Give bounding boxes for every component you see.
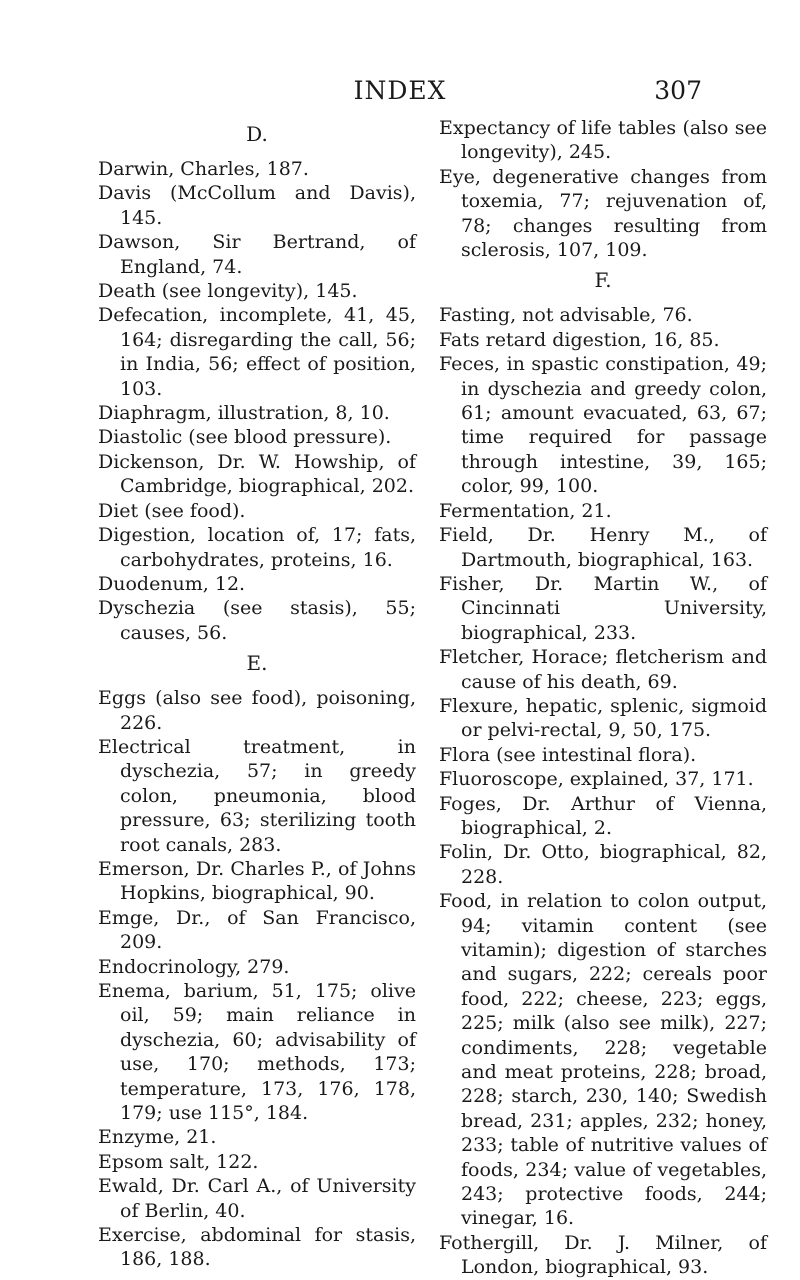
index-entry: Enema, barium, 51, 175; olive oil, 59; main reliance in dyschezia, 60; advisability of use, 170; methods, 173; temperature, 173, 176, 178, 179; use 115°, 184. [98,980,416,1125]
index-entry: Food, in relation to colon output, 94; vitamin content (see vitamin); digestion of starches and sugars, 222; cereals poor food, 222; cheese, 223; eggs, 225; milk (also see milk), 227; condiments, 228; vegetable and meat proteins, 228; broad, 228; starch, 230, 140; Swedish bread, 231; apples, 232; honey, 233; table of nutritive values of foods, 234; value of vegetables, 243; protective foods, 244; vinegar, 16. [439,890,767,1230]
index-entry: Flexure, hepatic, splenic, sigmoid or pelvi-rectal, 9, 50, 175. [439,694,767,742]
index-entry: Emge, Dr., of San Francisco, 209. [98,906,416,954]
page-number: 307 [654,76,702,105]
index-entry: Diet (see food). [98,499,246,522]
index-entry: Ewald, Dr. Carl A., of University of Berlin, 40. [98,1175,416,1222]
index-entry: Fermentation, 21. [439,499,612,522]
index-entry: Expectancy of life tables (also see longevity), 245. [439,117,767,164]
right-column [439,116,767,1280]
index-entry: Defecation, incomplete, 41, 45, 164; disregarding the call, 56; in India, 56; effect of position, 103. [98,304,416,400]
index-entry: Eye, degenerative changes from toxemia, 77; rejuvenation of, 78; changes resulting from sclerosis, 107, 109. [439,165,767,262]
index-entry: Fothergill, Dr. J. Milner, of London, biographical, 93. [439,1231,767,1279]
index-entry: Dickenson, Dr. W. Howship, of Cambridge, biographical, 202. [98,450,416,498]
index-entry: Eggs (also see food), poisoning, 226. [98,687,416,734]
index-entry: Diastolic (see blood pressure). [98,426,392,449]
index-entry: Enzyme, 21. [98,1126,217,1149]
running-head-title: INDEX [353,76,447,105]
index-entry: Digestion, location of, 17; fats, carbohydrates, proteins, 16. [98,524,416,571]
section-letter: D. [246,122,268,146]
section-letter: F. [594,268,612,293]
index-entry: Flora (see intestinal flora). [439,743,697,766]
index-entry: Foges, Dr. Arthur of Vienna, biographical, 2. [439,792,767,839]
index-entry: Fats retard digestion, 16, 85. [439,328,720,351]
index-entry: Endocrinology, 279. [98,955,290,978]
left-column [98,116,416,1272]
index-entry: Exercise, abdominal for stasis, 186, 188. [98,1224,416,1271]
index-entry: Feces, in spastic constipation, 49; in dyschezia and greedy colon, 61; amount evacuated, 63, 67; time required for passage through intestine, 39, 165; color, 99, 100. [439,353,767,498]
index-entry: Duodenum, 12. [98,572,246,595]
index-entry: Fletcher, Horace; fletcherism and cause of his death, 69. [439,646,767,693]
page-header [0,76,800,106]
index-entry: Dyschezia (see stasis), 55; causes, 56. [98,597,416,644]
index-entry: Folin, Dr. Otto, biographical, 82, 228. [439,841,767,888]
index-entry: Epsom salt, 122. [98,1150,259,1173]
index-entry: Emerson, Dr. Charles P., of Johns Hopkins, biographical, 90. [98,857,416,905]
index-entry: Electrical treatment, in dyschezia, 57; in greedy colon, pneumonia, blood pressure, 63; sterilizing tooth root canals, 283. [98,735,416,856]
index-entry: Darwin, Charles, 187. [98,158,309,180]
index-entry: Field, Dr. Henry M., of Dartmouth, biographical, 163. [439,524,767,571]
index-entry: Diaphragm, illustration, 8, 10. [98,402,390,425]
index-entry: Death (see longevity), 145. [98,280,358,303]
index-entry: Fasting, not advisable, 76. [439,304,693,327]
index-entry: Fisher, Dr. Martin W., of Cincinnati University, biographical, 233. [439,572,767,644]
index-entry: Davis (McCollum and Davis), 145. [98,182,416,229]
index-entry: Fluoroscope, explained, 37, 171. [439,768,754,791]
index-entry: Dawson, Sir Bertrand, of England, 74. [98,231,416,278]
section-letter: E. [246,651,268,676]
